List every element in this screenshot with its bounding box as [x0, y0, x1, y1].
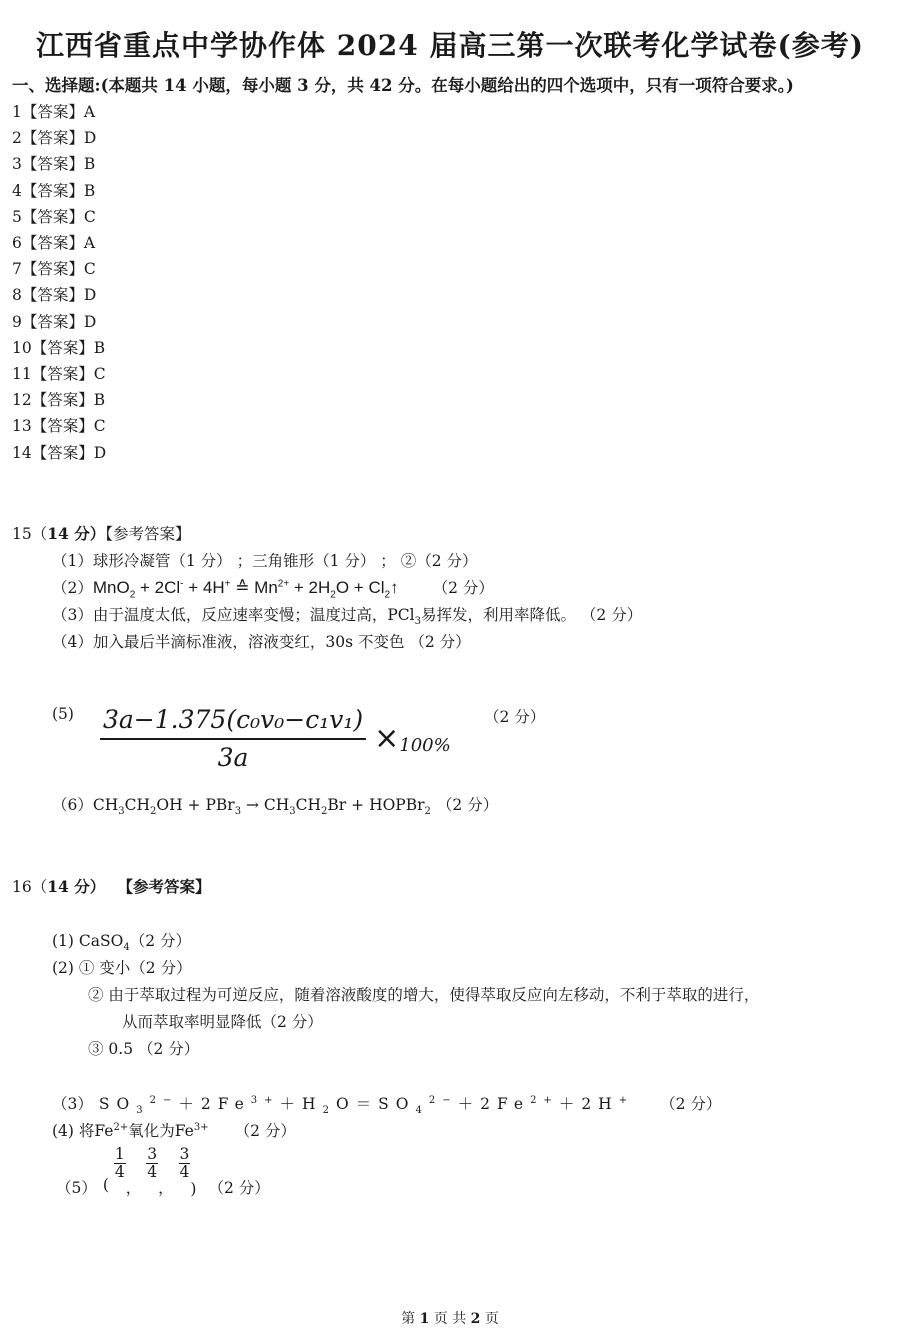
q16-part5: （5） ( $\frac{1}{4}$ ， $\frac{3}{4}$ ， $\frac{3}{4}$ ) （2 分）	[56, 1145, 270, 1198]
section1-header: 一、选择题:(本题共 14 小题，每小题 3 分，共 42 分。在每小题给出的四个选项中，只有一项符合要求。)	[12, 76, 794, 95]
answer-number: 14	[12, 443, 32, 462]
q15-part1: （1）球形冷凝管（1 分） ；三角锥形（1 分） ； ②（2 分）	[52, 552, 478, 570]
page-title: 江西省重点中学协作体 2024 届高三第一次联考化学试卷(参考)	[36, 29, 864, 62]
answer-number: 10	[12, 338, 32, 357]
page-footer: 第 1 页 共 2 页	[401, 1311, 499, 1327]
answer-value: D	[93, 443, 107, 462]
q15-part5-formula	[100, 705, 451, 772]
times-sign: ×	[374, 721, 400, 756]
q16-part1: (1) CaSO$_4$（2 分）	[52, 932, 191, 954]
answer-label: 【答案】	[21, 234, 84, 252]
answer-number: 2	[12, 129, 22, 148]
q15-part4: （4）加入最后半滴标准液，溶液变红，30s 不变色 （2 分）	[52, 633, 471, 651]
answer-number: 5	[12, 207, 22, 226]
answer-label: 【答案】	[21, 181, 84, 200]
answer-value: B	[83, 155, 96, 174]
percent-value: 100%	[399, 735, 451, 756]
answer-label: 【答案】	[21, 312, 84, 331]
answer-label: 【答案】	[21, 155, 84, 174]
answer-row	[12, 310, 96, 332]
answer-value: C	[93, 365, 106, 383]
answer-row	[12, 414, 106, 436]
answer-number: 13	[12, 417, 32, 436]
answer-label: 【答案】	[31, 338, 94, 357]
answer-label: 【答案】	[21, 207, 84, 226]
q16-part2-2a: ② 由于萃取过程为可逆反应，随着溶液酸度的增大，使得萃取反应向左移动，不利于萃取的进行，	[88, 986, 760, 1004]
q15-header: 15（14 分）【参考答案】	[12, 524, 191, 543]
answer-row	[12, 100, 95, 122]
q16-part2-3: ③ 0.5 （2 分）	[88, 1040, 200, 1058]
answer-label: 【答案】	[21, 286, 84, 305]
answer-number: 8	[12, 286, 22, 305]
answer-value: D	[83, 312, 97, 331]
answer-number: 4	[12, 181, 22, 200]
answer-label: 【答案】	[21, 129, 84, 148]
answer-number: 3	[12, 155, 22, 174]
answer-value: A	[83, 234, 96, 252]
answer-number: 11	[12, 365, 32, 383]
q16-part2-2b: 从而萃取率明显降低（2 分）	[122, 1013, 323, 1031]
formula-numerator: 3a−1.375(c₀v₀−c₁v₁)	[100, 705, 366, 740]
answer-number: 9	[12, 312, 22, 331]
formula-denominator: 3a	[217, 743, 249, 772]
answer-row	[12, 152, 95, 174]
q15-part5-score: （2 分）	[484, 708, 546, 726]
answer-row	[12, 205, 96, 227]
q15-part3: （3）由于温度太低，反应速率变慢；温度过高，PCl$_3$易挥发，利用率降低。 （2 分）	[52, 606, 643, 628]
answer-row	[12, 126, 96, 148]
q15-part6: $(6)CH_3CH_2OH + PBr_3 \to CH_3CH_2Br$ + HOPBr$_2$ （2 分）	[52, 796, 499, 818]
answer-row	[12, 231, 95, 253]
fraction-3-4-a: $\frac{3}{4}$	[147, 1145, 158, 1182]
answer-row	[12, 441, 106, 463]
answer-value: C	[83, 207, 96, 226]
answer-row	[12, 362, 106, 384]
answer-value: B	[83, 181, 96, 200]
q16-header: 16（14 分） 【参考答案】	[12, 877, 211, 896]
answer-value: C	[83, 260, 96, 279]
answer-number: 6	[12, 234, 22, 252]
answer-label: 【答案】	[31, 365, 94, 383]
answer-number: 12	[12, 391, 32, 410]
q15-part5-num: (5)	[52, 705, 74, 723]
answer-label: 【答案】	[21, 260, 84, 279]
q16-part3: （3） $SO_3^{2-}+2Fe^{3+}+H_2O=SO_4^{2-}+2Fe^{2+}+2H^+$ （2 分）	[52, 1094, 722, 1117]
answer-row	[12, 179, 95, 201]
answer-number: 1	[12, 103, 22, 121]
answer-row	[12, 257, 96, 279]
answer-number: 7	[12, 260, 22, 279]
answer-value: D	[83, 286, 97, 305]
answer-value: B	[93, 391, 106, 410]
answer-row	[12, 283, 96, 305]
answer-label: 【答案】	[21, 103, 84, 121]
answer-row	[12, 388, 105, 410]
answer-label: 【答案】	[31, 443, 94, 462]
answer-value: B	[93, 338, 106, 357]
answer-value: C	[93, 417, 106, 436]
answer-value: A	[83, 103, 96, 121]
answer-label: 【答案】	[31, 417, 94, 436]
fraction-1-4: $\frac{1}{4}$	[114, 1145, 125, 1182]
answer-label: 【答案】	[31, 391, 94, 410]
answer-row	[12, 336, 105, 358]
q16-part4: (4) 将$Fe^{2+}$氧化为$Fe^{3+}$ （2 分）	[52, 1121, 296, 1140]
q15-part2: （2）MnO$_2$ + 2Cl- + 4H+ ≙ $Mn^{2+} + 2H_2O$ + $Cl_2↑$ （2 分）	[52, 578, 494, 601]
answer-value: D	[83, 129, 97, 148]
q16-part2-1: (2) ① 变小（2 分）	[52, 959, 192, 977]
fraction-3-4-b: $\frac{3}{4}$	[179, 1145, 190, 1182]
